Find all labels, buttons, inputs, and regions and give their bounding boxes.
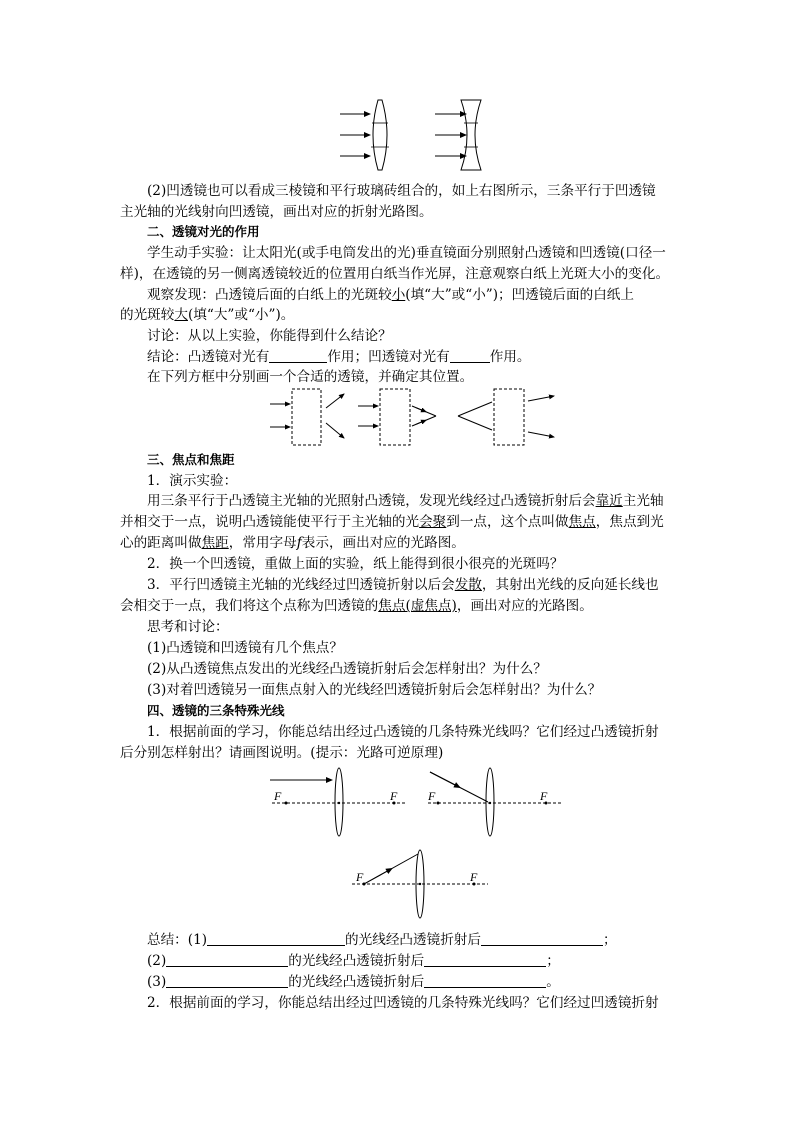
summary-blank-3b[interactable] — [424, 973, 546, 988]
svg-text:F: F — [274, 789, 282, 803]
summary-blank-2b[interactable] — [424, 952, 546, 967]
summary-blank-3a[interactable] — [166, 973, 288, 988]
convex-lens-with-rays — [340, 100, 389, 170]
para-concave-prism: (2)凹透镜也可以看成三棱镜和平行玻璃砖组合的，如上右图所示，三条平行于凹透镜 — [147, 183, 656, 199]
svg-text:F: F — [390, 789, 398, 803]
lens-box-figure — [266, 386, 566, 448]
conclusion-blank-2[interactable] — [450, 348, 490, 363]
answer-large: 大 — [174, 307, 188, 323]
svg-text:F: F — [540, 789, 548, 803]
question-3: (3)对着凹透镜另一面焦点射入的光线经凹透镜折射后会怎样射出？为什么？ — [147, 682, 602, 698]
box-2 — [358, 389, 436, 445]
summary-line-3: (3) 的光线经凸透镜折射后 。 — [147, 974, 560, 990]
section-heading-focus: 三、焦点和焦距 — [147, 452, 235, 467]
summary-line-1: 总结：(1) 的光线经凸透镜折射后 ； — [147, 932, 617, 948]
section-heading-lens-effect: 二、透镜对光的作用 — [147, 224, 260, 239]
question-1: (1)凸透镜和凹透镜有几个焦点？ — [147, 640, 343, 656]
summary-blank-2a[interactable] — [166, 952, 288, 967]
svg-text:F: F — [356, 870, 364, 884]
concave-lens-with-rays — [435, 100, 481, 170]
svg-text:F: F — [428, 789, 436, 803]
conclusion-line: 结论：凸透镜对光有 作用；凹透镜对光有 作用。 — [147, 349, 531, 365]
conclusion-blank-1[interactable] — [269, 348, 327, 363]
convex-ray-diagram-1 — [264, 766, 414, 838]
summary-blank-1b[interactable] — [481, 931, 603, 946]
svg-text:F: F — [470, 870, 478, 884]
answer-small: 小 — [391, 287, 406, 303]
observation-line-1: 观察发现：凸透镜后面的白纸上的光斑较小(填“大”或“小”)；凹透镜后面的白纸上 — [147, 287, 634, 303]
observation-line-2: 的光斑较大(填“大”或“小”)。 — [120, 307, 295, 323]
question-2: (2)从凸透镜焦点发出的光线经凸透镜折射后会怎样射出？为什么？ — [147, 661, 547, 677]
convex-ray-diagram-3 — [346, 848, 496, 920]
box-3 — [458, 389, 554, 445]
box-1 — [270, 389, 344, 445]
summary-line-2: (2) 的光线经凸透镜折射后 ； — [147, 953, 560, 969]
lens-refraction-figure — [330, 98, 500, 172]
section-heading-special-rays: 四、透镜的三条特殊光线 — [147, 703, 285, 718]
convex-ray-diagram-2 — [420, 766, 570, 838]
summary-blank-1a[interactable] — [207, 931, 345, 946]
